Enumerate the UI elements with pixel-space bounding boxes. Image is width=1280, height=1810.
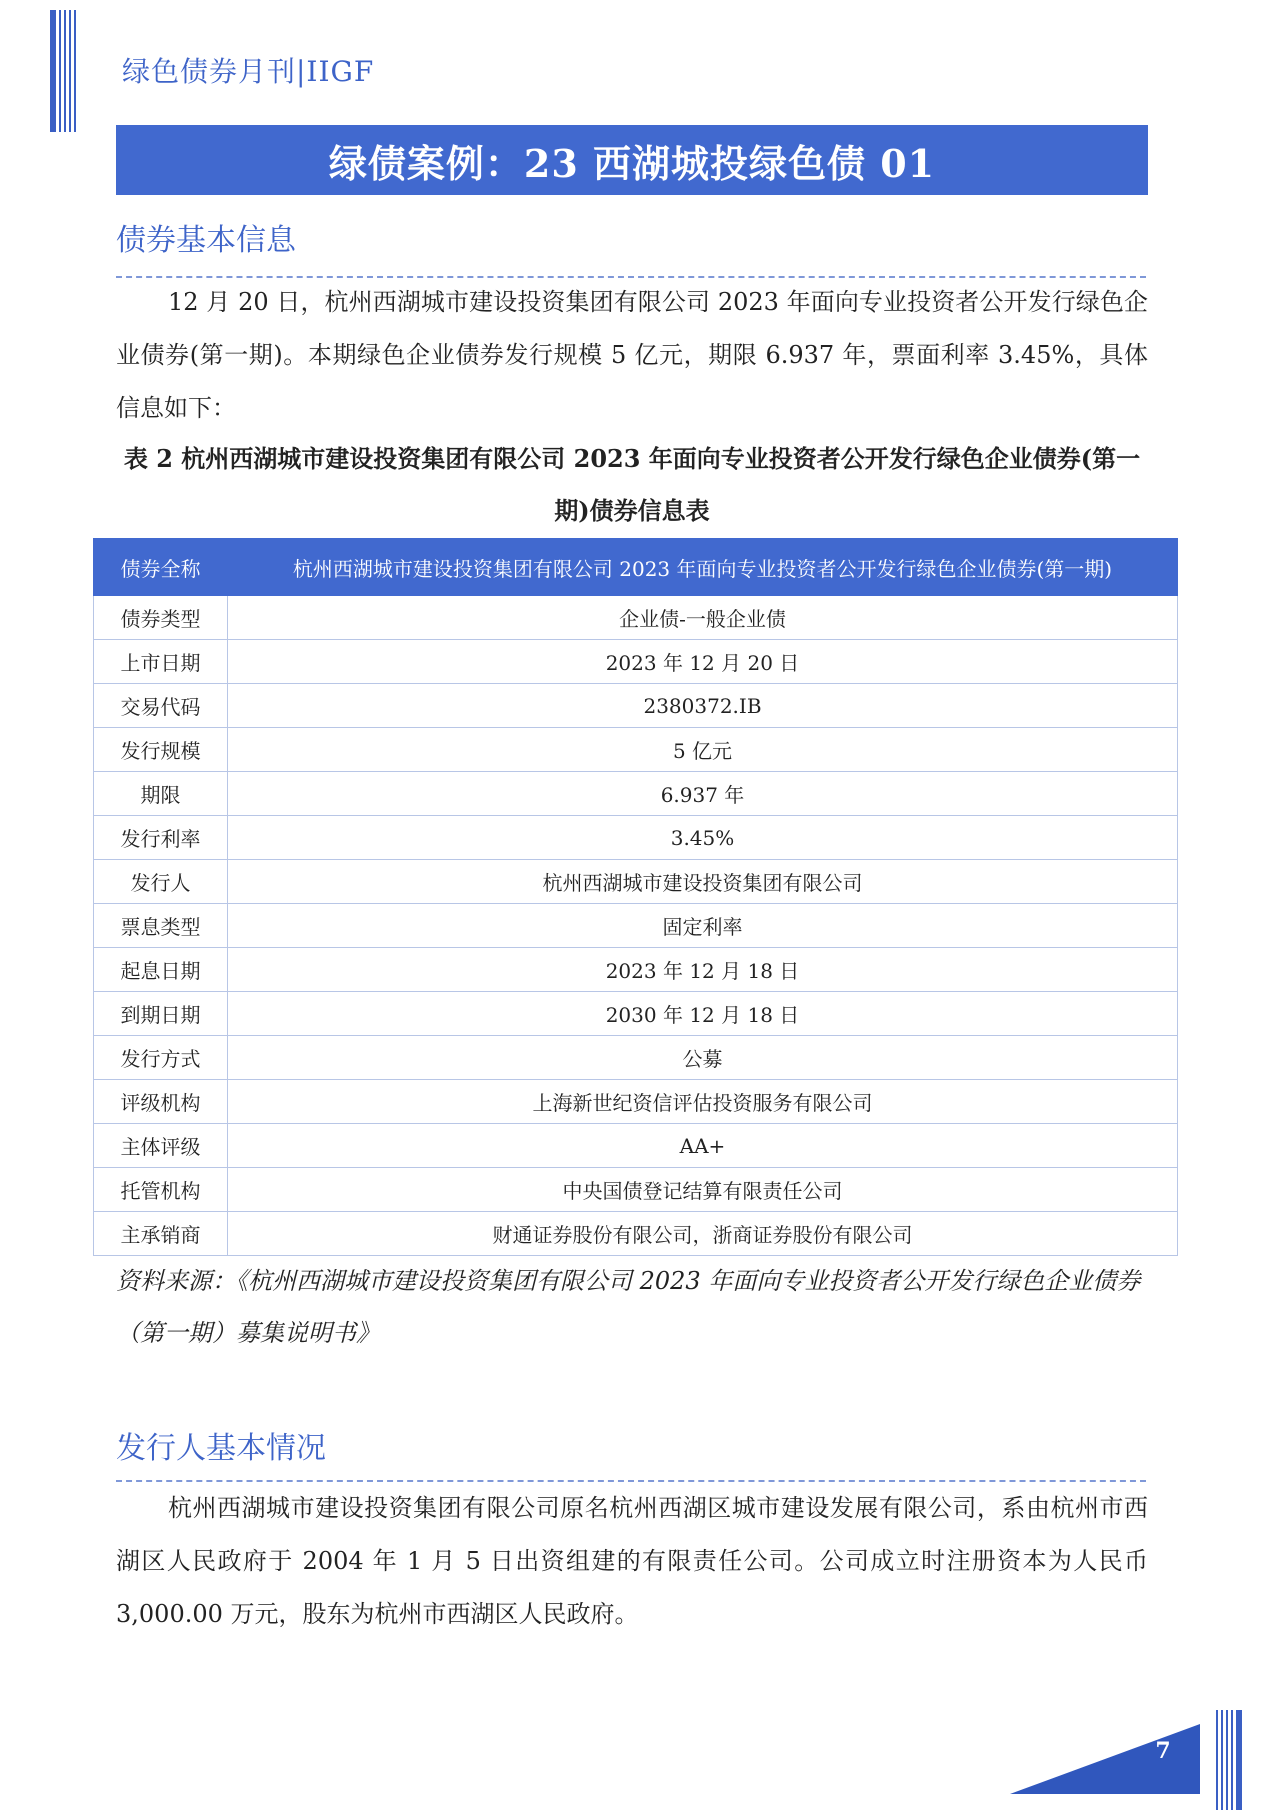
row-label: 发行利率 xyxy=(94,816,228,860)
bond-info-paragraph: 12 月 20 日，杭州西湖城市建设投资集团有限公司 2023 年面向专业投资者公开发行绿色企业债券(第一期)。本期绿色企业债券发行规模 5 亿元，期限 6.937 年，票面利率 3.45%，具体信息如下： xyxy=(116,288,1148,422)
row-label: 期限 xyxy=(94,772,228,816)
table-row xyxy=(94,816,1178,860)
row-label: 上市日期 xyxy=(94,640,228,684)
issuer-paragraph: 杭州西湖城市建设投资集团有限公司原名杭州西湖区城市建设发展有限公司，系由杭州市西湖区人民政府于 2004 年 1 月 5 日出资组建的有限责任公司。公司成立时注册资本为人民币 3,000.00 万元，股东为杭州市西湖区人民政府。 xyxy=(116,1494,1148,1628)
row-value: 财通证券股份有限公司，浙商证券股份有限公司 xyxy=(228,1212,1178,1256)
table-row xyxy=(94,948,1178,992)
row-value: 杭州西湖城市建设投资集团有限公司 xyxy=(228,860,1178,904)
row-label: 债券类型 xyxy=(94,596,228,640)
row-value: 中央国债登记结算有限责任公司 xyxy=(228,1168,1178,1212)
page-title-banner: 绿债案例：23 西湖城投绿色债 01 xyxy=(116,125,1148,195)
row-value: AA+ xyxy=(228,1124,1178,1168)
row-value: 2380372.IB xyxy=(228,684,1178,728)
table-row xyxy=(94,596,1178,640)
row-value: 2023 年 12 月 18 日 xyxy=(228,948,1178,992)
table-source-note: 资料来源：《杭州西湖城市建设投资集团有限公司 2023 年面向专业投资者公开发行绿色企业债券（第一期）募集说明书》 xyxy=(116,1267,1141,1347)
row-label: 托管机构 xyxy=(94,1168,228,1212)
table-row xyxy=(94,728,1178,772)
publication-header: 绿色债券月刊|IIGF xyxy=(122,55,375,88)
section-heading-bond-info: 债券基本信息 xyxy=(116,223,296,258)
row-label: 交易代码 xyxy=(94,684,228,728)
header-decoration-bars xyxy=(50,10,80,132)
section-heading-issuer: 发行人基本情况 xyxy=(116,1431,326,1466)
table-row xyxy=(94,1212,1178,1256)
table-row xyxy=(94,1168,1178,1212)
table-row xyxy=(94,860,1178,904)
row-value: 5 亿元 xyxy=(228,728,1178,772)
row-label: 发行规模 xyxy=(94,728,228,772)
row-label: 票息类型 xyxy=(94,904,228,948)
row-value: 2030 年 12 月 18 日 xyxy=(228,992,1178,1036)
row-label: 评级机构 xyxy=(94,1080,228,1124)
row-value: 公募 xyxy=(228,1036,1178,1080)
table-row xyxy=(94,684,1178,728)
table-row xyxy=(94,772,1178,816)
bond-info-table xyxy=(93,538,1178,1256)
table-header-value: 杭州西湖城市建设投资集团有限公司 2023 年面向专业投资者公开发行绿色企业债券(第一期) xyxy=(228,539,1178,596)
row-label: 到期日期 xyxy=(94,992,228,1036)
table-row xyxy=(94,992,1178,1036)
table-row xyxy=(94,1080,1178,1124)
row-label: 起息日期 xyxy=(94,948,228,992)
footer-decoration-bars xyxy=(1216,1710,1246,1810)
table-header-row xyxy=(94,539,1178,596)
page-number: 7 xyxy=(1155,1738,1171,1764)
table-caption: 表 2 杭州西湖城市建设投资集团有限公司 2023 年面向专业投资者公开发行绿色企业债券(第一期)债券信息表 xyxy=(123,444,1141,525)
row-value: 6.937 年 xyxy=(228,772,1178,816)
row-label: 主承销商 xyxy=(94,1212,228,1256)
row-value: 上海新世纪资信评估投资服务有限公司 xyxy=(228,1080,1178,1124)
row-label: 发行方式 xyxy=(94,1036,228,1080)
row-label: 主体评级 xyxy=(94,1124,228,1168)
table-row xyxy=(94,1036,1178,1080)
row-value: 3.45% xyxy=(228,816,1178,860)
row-value: 2023 年 12 月 20 日 xyxy=(228,640,1178,684)
row-label: 发行人 xyxy=(94,860,228,904)
row-value: 企业债-一般企业债 xyxy=(228,596,1178,640)
table-header-label: 债券全称 xyxy=(94,539,228,596)
table-row xyxy=(94,1124,1178,1168)
row-value: 固定利率 xyxy=(228,904,1178,948)
table-row xyxy=(94,640,1178,684)
table-row xyxy=(94,904,1178,948)
